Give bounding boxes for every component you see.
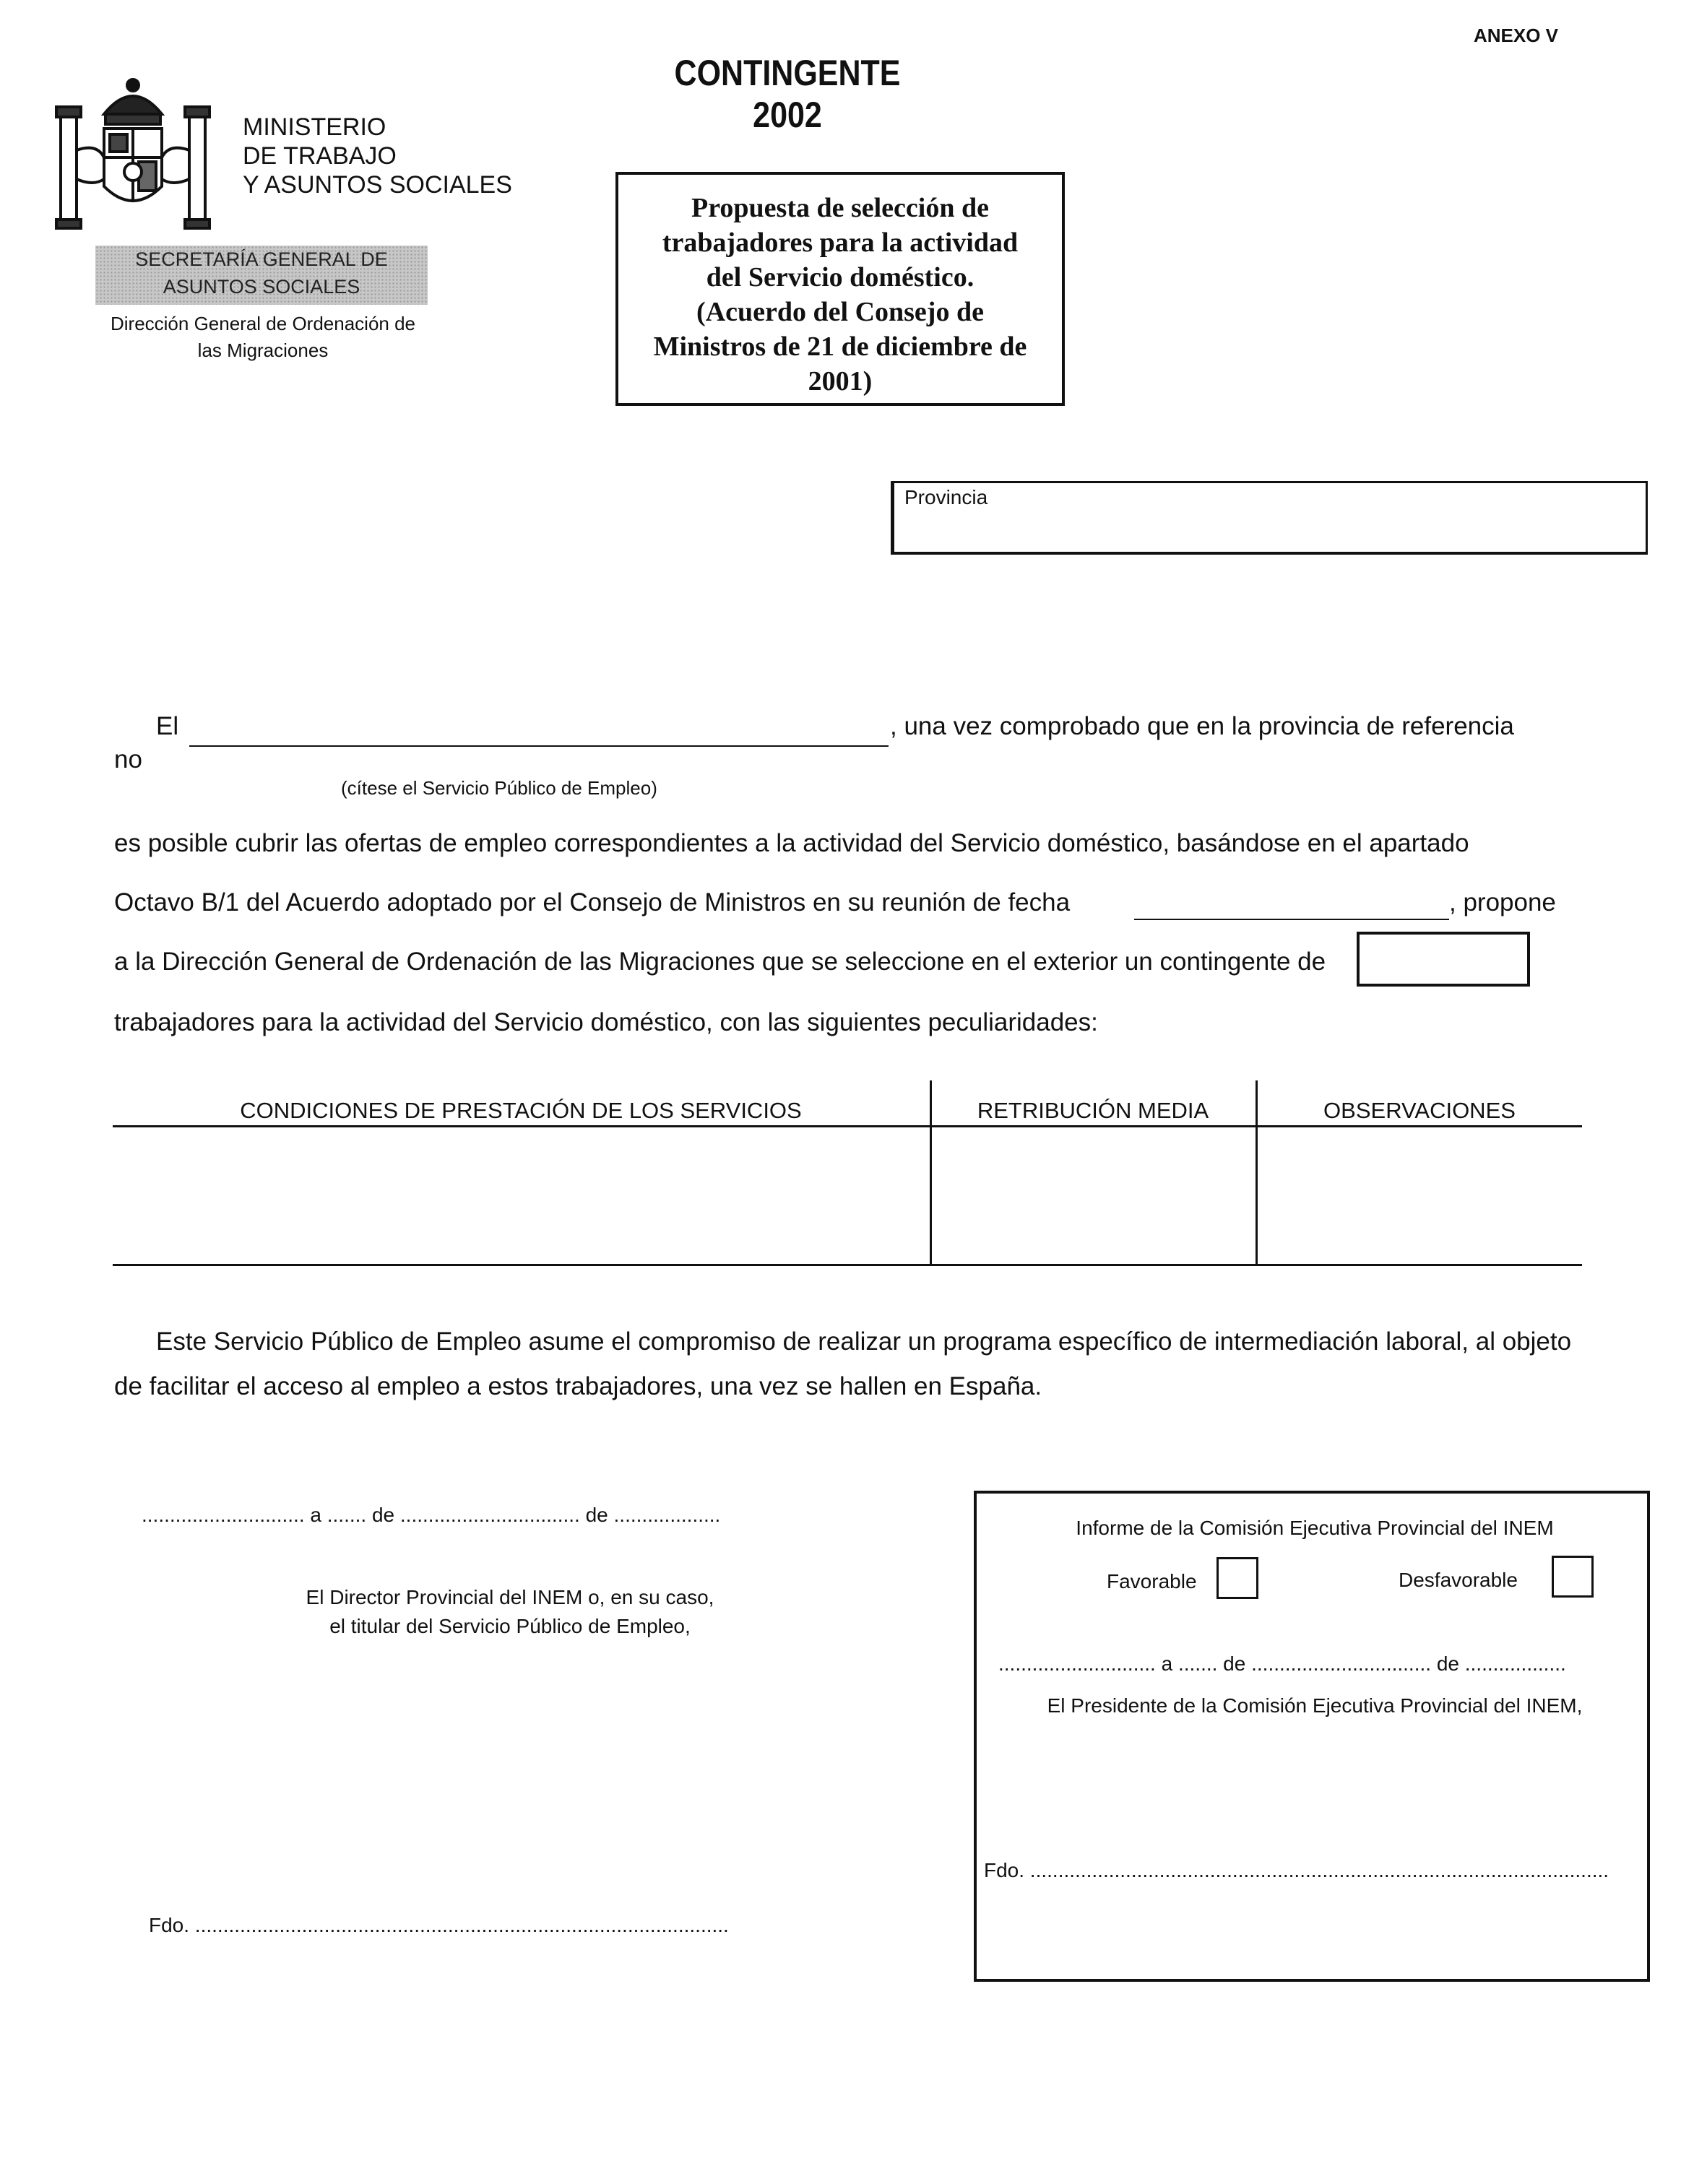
table-header-salary: RETRIBUCIÓN MEDIA [977,1098,1209,1123]
proposal-line: Ministros de 21 de diciembre de [653,332,1027,362]
ministry-name [243,113,512,199]
service-name-line[interactable] [189,745,889,747]
commission-date-line[interactable]: ............................ a ....... de ................................ de .................. [998,1652,1566,1675]
commitment-line2: de facilitar el acceso al empleo a estos trabajadores, una vez se hallen en España. [114,1372,1042,1400]
annex-label: ANEXO V [1474,25,1559,46]
ministry-line: MINISTERIO [243,113,386,141]
body-line3: Octavo B/1 del Acuerdo adoptado por el Consejo de Ministros en su reunión de fecha [114,888,1071,916]
left-signature-line[interactable]: Fdo. ............................................................................................... [149,1914,729,1936]
proposal-line: Propuesta de selección de [691,193,989,223]
role-line: el titular del Servicio Público de Empleo, [329,1615,691,1637]
secretaria-line: ASUNTOS SOCIALES [163,276,360,298]
table-divider [1256,1080,1258,1265]
commission-signature-line[interactable]: Fdo. ....................................................................................................... [984,1859,1609,1881]
table-header-conditions: CONDICIONES DE PRESTACIÓN DE LOS SERVICIOS [240,1098,802,1123]
proposal-line: del Servicio doméstico. [706,262,975,292]
conditions-cell[interactable] [113,1128,929,1262]
body-no: no [114,745,142,774]
observations-cell[interactable] [1258,1128,1582,1262]
proposal-line: (Acuerdo del Consejo de [696,297,984,327]
body-line2: es posible cubrir las ofertas de empleo correspondientes a la actividad del Servicio doméstico, basándose en el apartado [114,829,1469,857]
salary-cell[interactable] [933,1128,1255,1262]
provincia-label: Provincia [904,486,988,508]
table-header-observations: OBSERVACIONES [1323,1098,1516,1123]
favorable-checkbox[interactable] [1217,1557,1258,1599]
body-line3-after: , propone [1449,888,1556,916]
desfavorable-label: Desfavorable [1399,1569,1518,1591]
proposal-line: 2001) [808,366,873,396]
body-line4: a la Dirección General de Ordenación de las Migraciones que se seleccione en el exterior un contingente de [114,948,1326,976]
commission-report-box [974,1491,1650,1982]
body-line1-after: , una vez comprobado que en la provincia de referencia [890,712,1514,740]
provincia-field[interactable] [891,481,1648,555]
proposal-title-box [615,172,1065,406]
ministry-line: DE TRABAJO [243,142,397,170]
role-line: El Director Provincial del INEM o, en su caso, [306,1586,714,1608]
contingent-number-box[interactable] [1357,932,1530,987]
document-title: CONTINGENTE 2002 [674,53,901,135]
body-el: El [156,712,179,740]
table-bottom-rule [113,1264,1582,1266]
service-caption: (cítese el Servicio Público de Empleo) [341,777,657,799]
direccion-line: Dirección General de Ordenación de [110,313,416,334]
ministry-line: Y ASUNTOS SOCIALES [243,171,512,199]
left-signer-role [221,1583,799,1641]
direccion-line: las Migraciones [197,339,329,361]
coat-of-arms-icon [53,71,212,231]
commission-title: Informe de la Comisión Ejecutiva Provincial del INEM [1076,1517,1554,1539]
direccion-general [94,311,432,364]
meeting-date-line[interactable] [1134,919,1449,920]
table-divider [930,1080,932,1265]
secretaria-stamp [95,246,428,305]
proposal-line: trabajadores para la actividad [662,228,1019,258]
commission-president: El Presidente de la Comisión Ejecutiva Provincial del INEM, [1047,1694,1583,1717]
commitment-line1: Este Servicio Público de Empleo asume el compromiso de realizar un programa específico de intermediación laboral, al objeto [156,1327,1572,1356]
desfavorable-checkbox[interactable] [1552,1556,1594,1598]
left-date-line[interactable]: ............................. a ....... de ................................ de ................... [142,1504,721,1526]
favorable-label: Favorable [1107,1570,1197,1592]
table-header-rule [113,1125,1582,1127]
body-line5: trabajadores para la actividad del Servicio doméstico, con las siguientes peculiaridades: [114,1008,1098,1036]
secretaria-line: SECRETARÍA GENERAL DE [135,248,388,270]
